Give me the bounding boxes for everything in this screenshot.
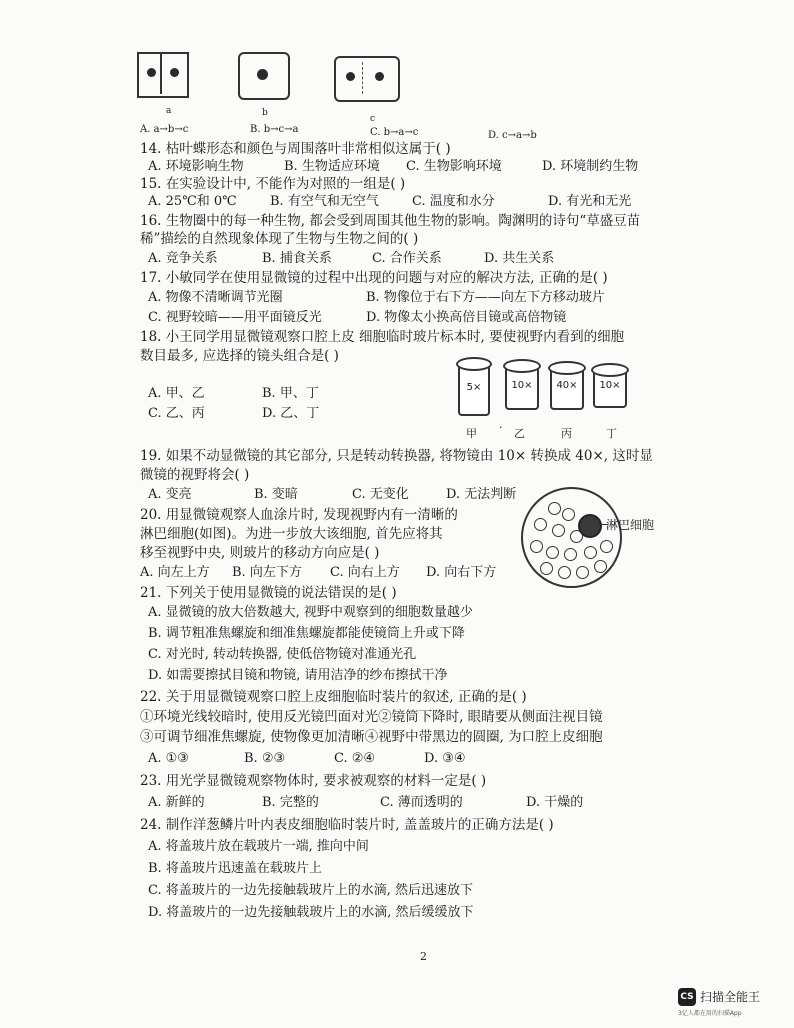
q18-option-a: A. 甲、乙 [148, 386, 205, 401]
q14-stem: 14. 枯叶蝶形态和颜色与周围落叶非常相似这属于( ) [140, 141, 451, 157]
q15-option-b: B. 有空气和无空气 [270, 194, 379, 209]
q15-option-a: A. 25℃和 0℃ [148, 194, 237, 209]
q13-option-d: D. c→a→b [488, 130, 537, 141]
q14-option-d: D. 环境制约生物 [542, 159, 639, 174]
q13-option-b: B. b→c→a [250, 124, 299, 135]
q22-option-c: C. ②④ [334, 751, 376, 766]
lens-yi-mag: 10× [511, 380, 533, 391]
q15-stem: 15. 在实验设计中, 不能作为对照的一组是( ) [140, 176, 406, 192]
q19-option-c: C. 无变化 [352, 487, 409, 502]
lens-jia-mag: 5× [466, 382, 482, 393]
q17-option-d: D. 物像太小换高倍目镜或高倍物镜 [366, 310, 567, 325]
q24-option-b: B. 将盖玻片迅速盖在载玻片上 [148, 861, 322, 876]
lens-bing-name: 丙 [561, 427, 572, 440]
q22-option-d: D. ③④ [424, 751, 466, 766]
q19-option-d: D. 无法判断 [446, 487, 517, 502]
q18-stem-2: 数目最多, 应选择的镜头组合是( ) [140, 348, 339, 364]
q24-stem: 24. 制作洋葱鳞片叶内表皮细胞临时装片时, 盖盖玻片的正确方法是( ) [140, 817, 554, 833]
q23-stem: 23. 用光学显微镜观察物体时, 要求被观察的材料一定是( ) [140, 773, 487, 789]
q24-option-a: A. 将盖玻片放在载玻片一端, 推向中间 [148, 839, 369, 854]
lens-yi-name: 乙 [514, 427, 525, 440]
q14-option-a: A. 环境影响生物 [148, 159, 244, 174]
q13-option-c: C. b→a→c [370, 127, 419, 138]
caption-b: b [262, 108, 268, 118]
q22-stem: 22. 关于用显微镜观察口腔上皮细胞临时装片的叙述, 正确的是( ) [140, 689, 527, 705]
q16-stem: 16. 生物圈中的每一种生物, 都会受到周围其他生物的影响。陶渊明的诗句“草盛豆苗 [140, 213, 641, 229]
camscanner-logo-icon: CS [678, 988, 696, 1006]
page-number: 2 [420, 950, 427, 963]
q21-option-b: B. 调节粗准焦螺旋和细准焦螺旋都能使镜筒上升或下降 [148, 626, 465, 641]
q21-option-a: A. 显微镜的放大倍数越大, 视野中观察到的细胞数量越少 [148, 605, 473, 620]
q18-stem: 18. 小王同学用显微镜观察口腔上皮 细胞临时玻片标本时, 要使视野内看到的细胞 [140, 329, 625, 345]
q24-option-c: C. 将盖玻片的一边先接触载玻片上的水滴, 然后迅速放下 [148, 883, 474, 898]
lens-ding-name: 丁 [606, 427, 617, 440]
q23-option-d: D. 干燥的 [526, 795, 584, 810]
q22-stem-2: ①环境光线较暗时, 使用反光镜凹面对光②镜筒下降时, 眼睛要从侧面注视目镜 [140, 709, 603, 725]
q24-option-d: D. 将盖玻片的一边先接触载玻片上的水滴, 然后缓缓放下 [148, 905, 474, 920]
q20-option-a: A. 向左上方 [140, 565, 210, 580]
q19-stem: 19. 如果不动显微镜的其它部分, 只是转动转换器, 将物镜由 10× 转换成 40×, 这时显 [140, 448, 653, 464]
q20-stem-3: 移至视野中央, 则玻片的移动方向应是( ) [140, 545, 380, 561]
lens-jia-name: 甲 [466, 427, 477, 440]
q16-option-b: B. 捕食关系 [262, 251, 332, 266]
q18-option-c: C. 乙、丙 [148, 406, 205, 421]
q23-option-b: B. 完整的 [262, 795, 319, 810]
q23-option-c: C. 薄而透明的 [380, 795, 463, 810]
watermark-subtitle: 3亿人都在用的扫描App [678, 1010, 742, 1017]
q17-stem: 17. 小敏同学在使用显微镜的过程中出现的问题与对应的解决方法, 正确的是( ) [140, 270, 608, 286]
q16-option-a: A. 竞争关系 [148, 251, 218, 266]
q19-option-a: A. 变亮 [148, 487, 192, 502]
q20-option-b: B. 向左下方 [232, 565, 302, 580]
q18-option-b: B. 甲、丁 [262, 386, 319, 401]
q20-option-d: D. 向右下方 [426, 565, 497, 580]
q22-option-a: A. ①③ [148, 751, 189, 766]
q21-option-d: D. 如需要擦拭目镜和物镜, 请用洁净的纱布擦拭干净 [148, 668, 448, 683]
q13-option-a: A. a→b→c [140, 124, 189, 135]
q19-option-b: B. 变暗 [254, 487, 298, 502]
caption-c: c [370, 114, 376, 124]
lymph-cell-label: 淋巴细胞 [606, 518, 655, 532]
q16-option-c: C. 合作关系 [372, 251, 442, 266]
q16-stem-2: 稀”描绘的自然现象体现了生物与生物之间的( ) [140, 231, 419, 247]
q20-stem: 20. 用显微镜观察人血涂片时, 发现视野内有一清晰的 [140, 507, 458, 523]
q17-option-c: C. 视野较暗——用平面镜反光 [148, 310, 322, 325]
caption-a: a [166, 106, 172, 116]
q23-option-a: A. 新鲜的 [148, 795, 205, 810]
q16-option-d: D. 共生关系 [484, 251, 555, 266]
q14-option-b: B. 生物适应环境 [284, 159, 380, 174]
q22-stem-3: ③可调节细准焦螺旋, 使物像更加清晰④视野中带黑边的圆圈, 为口腔上皮细胞 [140, 729, 603, 745]
q15-option-c: C. 温度和水分 [412, 194, 495, 209]
q17-option-b: B. 物像位于右下方——向左下方移动玻片 [366, 290, 605, 305]
q20-option-c: C. 向右上方 [330, 565, 400, 580]
lens-ding-mag: 10× [599, 380, 621, 391]
q19-stem-2: 微镜的视野将会( ) [140, 467, 250, 483]
q20-stem-2: 淋巴细胞(如图)。为进一步放大该细胞, 首先应将其 [140, 526, 443, 542]
q21-option-c: C. 对光时, 转动转换器, 使低倍物镜对准通光孔 [148, 647, 417, 662]
q18-option-d: D. 乙、丁 [262, 406, 320, 421]
lens-bing-mag: 40× [556, 380, 578, 391]
q15-option-d: D. 有光和无光 [548, 194, 632, 209]
q22-option-b: B. ②③ [244, 751, 286, 766]
q14-option-c: C. 生物影响环境 [406, 159, 502, 174]
q17-option-a: A. 物像不清晰调节光圈 [148, 290, 283, 305]
watermark-brand: 扫描全能王 [700, 990, 761, 1004]
q21-stem: 21. 下列关于使用显微镜的说法错误的是( ) [140, 585, 397, 601]
